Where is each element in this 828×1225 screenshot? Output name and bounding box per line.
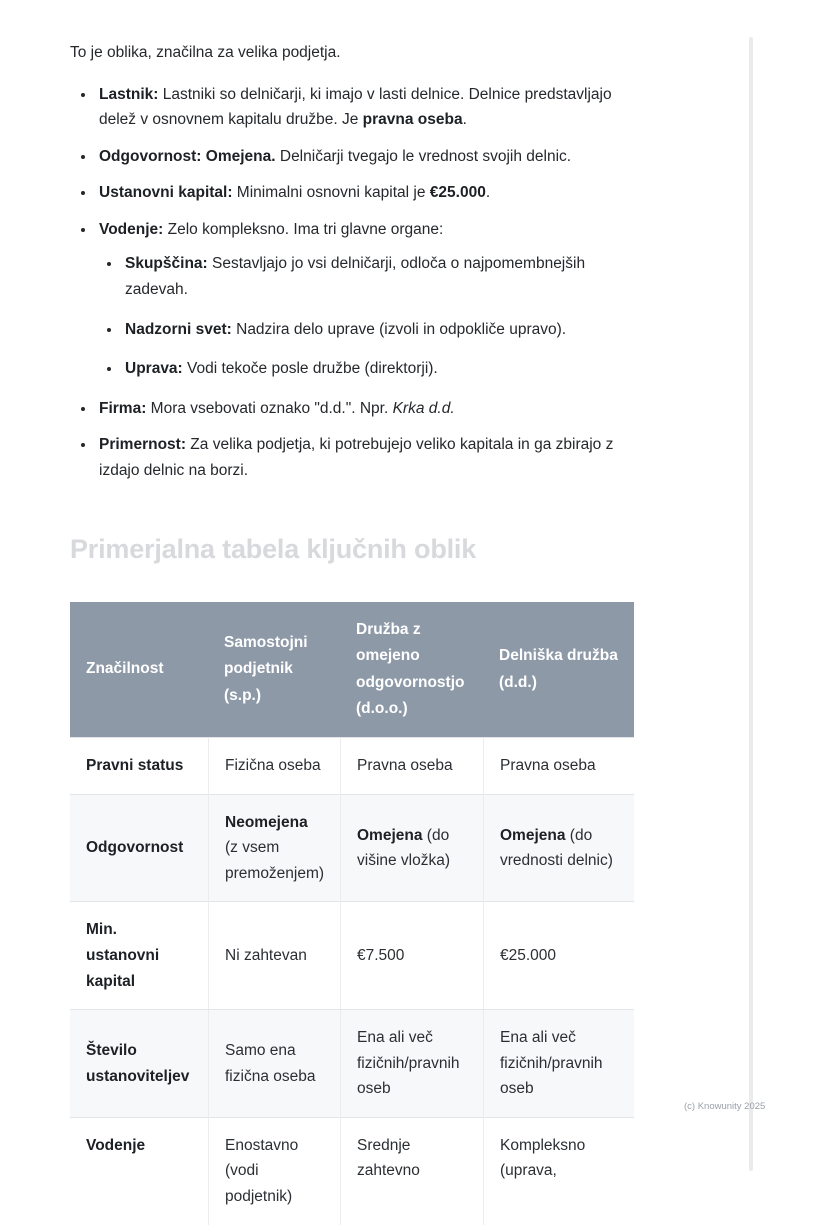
bold-text: Skupščina: <box>125 255 208 273</box>
bold-text: pravna oseba <box>362 111 463 129</box>
list-item-kapital <box>96 180 636 206</box>
bold-text: Primernost: <box>99 436 186 454</box>
section-heading: Primerjalna tabela ključnih oblik <box>70 534 477 565</box>
page-edge-divider <box>749 37 753 1171</box>
list-item-uprava <box>122 356 636 382</box>
header-cell-znacilnost: Značilnost <box>70 602 208 737</box>
bold-text: Firma: <box>99 399 147 417</box>
body-text: . <box>485 184 491 202</box>
table-row-ustanovitelji <box>70 1009 634 1117</box>
cell-dd: Kompleksno (uprava, <box>483 1117 634 1225</box>
cell-sp: Fizična oseba <box>208 737 340 794</box>
document-content <box>70 0 636 1205</box>
bold-text: Omejena <box>357 826 423 844</box>
copyright-watermark: (c) Knowunity 2025 <box>684 1101 766 1112</box>
intro-paragraph: To je oblika, značilna za velika podjetja. <box>70 44 341 61</box>
header-cell-sp: Samostojni podjetnik (s.p.) <box>208 602 340 737</box>
bold-text: €25.000 <box>429 184 486 202</box>
table-row-vodenje <box>70 1117 634 1225</box>
cell-doo: €7.500 <box>340 901 483 1009</box>
cell-doo <box>340 794 483 902</box>
cell-feature: Vodenje <box>70 1117 208 1225</box>
bold-text: Ustanovni kapital: <box>99 184 233 202</box>
body-text: . <box>462 111 467 129</box>
body-text: Sestavljajo jo vsi delničarji, odloča o najpomembnejših zadevah. <box>125 255 586 298</box>
cell-dd: Ena ali več fizičnih/pravnih oseb <box>483 1009 634 1117</box>
list-item-firma <box>96 396 636 422</box>
cell-doo: Srednje zahtevno <box>340 1117 483 1225</box>
table-row-min-kapital <box>70 901 634 1009</box>
body-text: Za velika podjetja, ki potrebujejo veliko kapitala in ga zbirajo z izdajo delnic na borzi. <box>99 436 614 479</box>
cell-dd <box>483 794 634 902</box>
cell-feature: Število ustanoviteljev <box>70 1009 208 1117</box>
bullet-list <box>70 82 636 484</box>
body-text: (z vsem premoženjem) <box>225 839 325 882</box>
body-text: Zelo kompleksno. Ima tri glavne organe: <box>163 220 444 238</box>
bold-text: Uprava: <box>125 360 183 378</box>
body-text: Mora vsebovati oznako "d.d.". Npr. <box>146 399 393 417</box>
list-item-skupscina <box>122 251 636 302</box>
comparison-table <box>70 602 634 1225</box>
bold-text: Vodenje: <box>99 220 164 238</box>
table-row-odgovornost <box>70 794 634 902</box>
cell-feature: Min. ustanovni kapital <box>70 901 208 1009</box>
list-item-odgovornost <box>96 144 636 170</box>
cell-doo: Pravna oseba <box>340 737 483 794</box>
table-header-row <box>70 602 634 737</box>
body-text: Minimalni osnovni kapital je <box>232 184 430 202</box>
list-item-lastnik <box>96 82 636 133</box>
table-row-pravni-status <box>70 737 634 794</box>
bold-text: Nadzorni svet: <box>125 320 232 338</box>
body-text: (do vrednosti delnic) <box>500 826 613 870</box>
cell-sp <box>208 794 340 902</box>
body-text: (do višine vložka) <box>357 826 451 870</box>
cell-feature: Odgovornost <box>70 794 208 902</box>
cell-feature: Pravni status <box>70 737 208 794</box>
cell-sp: Samo ena fizična oseba <box>208 1009 340 1117</box>
nested-bullet-list <box>99 251 636 381</box>
bold-text: Neomejena <box>225 813 308 831</box>
body-text: Nadzira delo uprave (izvoli in odpokliče upravo). <box>231 320 567 338</box>
cell-sp: Ni zahtevan <box>208 901 340 1009</box>
list-item-nadzorni-svet <box>122 317 636 343</box>
list-item-primernost <box>96 432 636 483</box>
cell-dd: Pravna oseba <box>483 737 634 794</box>
bold-text: Omejena <box>500 826 566 844</box>
cell-dd: €25.000 <box>483 901 634 1009</box>
cell-sp: Enostavno (vodi podjetnik) <box>208 1117 340 1225</box>
cell-doo: Ena ali več fizičnih/pravnih oseb <box>340 1009 483 1117</box>
list-item-vodenje <box>96 217 636 382</box>
bold-text: Lastnik: <box>99 85 159 103</box>
header-cell-dd: Delniška družba (d.d.) <box>483 602 634 737</box>
bold-text: Odgovornost: Omejena. <box>99 147 276 165</box>
header-cell-doo: Družba z omejeno odgovornostjo (d.o.o.) <box>340 602 483 737</box>
italic-text: Krka d.d. <box>392 399 455 417</box>
body-text: Vodi tekoče posle družbe (direktorji). <box>182 360 438 378</box>
body-text: Delničarji tvegajo le vrednost svojih delnic. <box>275 147 572 165</box>
body-text: Lastniki so delničarji, ki imajo v lasti delnice. Delnice predstavljajo delež v osnovnem kapitalu družbe. Je <box>99 85 612 129</box>
